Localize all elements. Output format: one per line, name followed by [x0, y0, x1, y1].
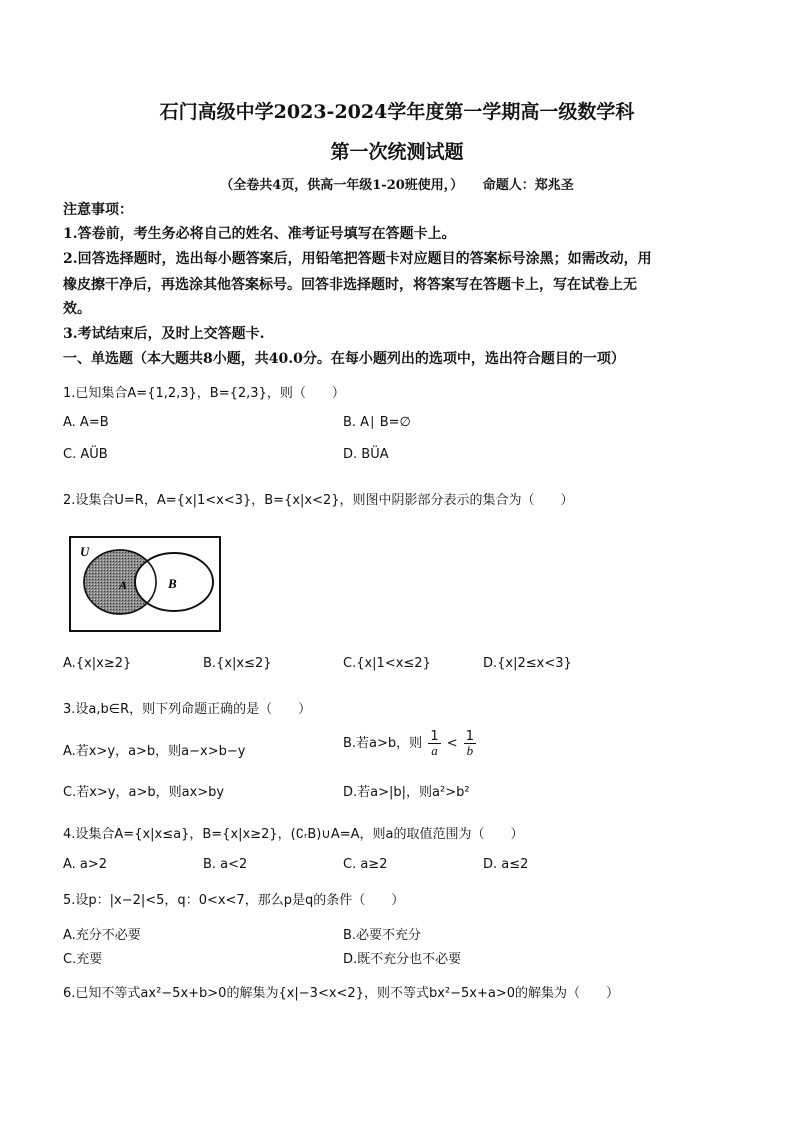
fraction-denominator: a	[431, 743, 438, 758]
q1-option-d: D. BÜA	[343, 447, 389, 462]
q3-option-a: A.若x>y，a>b，则a−x>b−y	[63, 744, 246, 759]
q4-option-d: D. a≤2	[483, 857, 529, 872]
q3-option-c: C.若x>y，a>b，则ax>by	[63, 785, 225, 800]
q2-option-b: B.{x|x≤2}	[203, 656, 272, 671]
q2-option-a: A.{x|x≥2}	[63, 656, 132, 671]
question-4-stem: 4.设集合A={x|x≤a}，B={x|x≥2}，(∁ᵣB)∪A=A，则a的取值范围为（ ）	[63, 827, 524, 842]
question-2-stem: 2.设集合U=R，A={x|1<x<3}，B={x|x<2}，则图中阴影部分表示的集合为（ ）	[63, 493, 574, 508]
fraction-numerator: 1	[430, 729, 439, 744]
question-5-stem: 5.设p：|x−2|<5，q：0<x<7，那么p是q的条件（ ）	[63, 893, 405, 908]
exam-subtitle: 第一次统测试题	[330, 141, 464, 163]
q4-option-c: C. a≥2	[343, 857, 388, 872]
question-6-stem: 6.已知不等式ax²−5x+b>0的解集为{x|−3<x<2}，则不等式bx²−5x+a>0的解集为（ ）	[63, 986, 620, 1001]
venn-label-b: B	[168, 576, 177, 591]
question-1-stem: 1.已知集合A={1,2,3}，B={2,3}，则（ ）	[63, 386, 345, 401]
fraction-denominator: b	[466, 743, 474, 758]
venn-label-u: U	[80, 544, 90, 559]
note-item: 2.回答选择题时，选出每小题答案后，用铅笔把答题卡对应题目的答案标号涂黑；如需改动，用	[63, 251, 652, 267]
q2-option-c: C.{x|1<x≤2}	[343, 656, 431, 671]
q5-option-d: D.既不充分也不必要	[343, 952, 462, 967]
q1-option-a: A. A=B	[63, 415, 109, 430]
venn-diagram	[68, 534, 223, 634]
fraction-numerator: 1	[465, 729, 475, 744]
q1-option-b: B. A∣ B=∅	[343, 415, 411, 430]
section-heading: 一、单选题（本大题共8小题，共40.0分。在每小题列出的选项中，选出符合题目的一项）	[63, 351, 625, 367]
q3-option-b-text: B.若a>b，则	[343, 736, 423, 751]
fraction-1-over-b	[464, 730, 476, 757]
q5-option-a: A.充分不必要	[63, 928, 141, 943]
q2-option-d: D.{x|2≤x<3}	[483, 656, 572, 671]
exam-info: （全卷共4页，供高一年级1-20班使用，） 命题人：郑兆圣	[220, 178, 574, 193]
fraction-1-over-a	[428, 730, 440, 757]
notes-heading: 注意事项：	[63, 202, 133, 218]
q5-option-b: B.必要不充分	[343, 928, 422, 943]
note-item: 1.答卷前，考生务必将自己的姓名、准考证号填写在答题卡上。	[63, 226, 456, 242]
q3-option-b	[343, 730, 478, 757]
q4-option-a: A. a>2	[63, 857, 108, 872]
venn-label-a: A	[119, 578, 128, 592]
note-item: 3.考试结束后，及时上交答题卡.	[63, 326, 265, 342]
note-item: 橡皮擦干净后，再选涂其他答案标号。回答非选择题时，将答案写在答题卡上，写在试卷上无	[63, 277, 637, 293]
q3-option-d: D.若a>|b|，则a²>b²	[343, 785, 470, 800]
q5-option-c: C.充要	[63, 952, 103, 967]
note-item: 效。	[63, 301, 91, 317]
q1-option-c: C. AÜB	[63, 447, 108, 462]
exam-title: 石门高级中学2023-2024学年度第一学期高一级数学科	[159, 101, 635, 123]
question-3-stem: 3.设a,b∈R，则下列命题正确的是（ ）	[63, 702, 312, 717]
q4-option-b: B. a<2	[203, 857, 248, 872]
less-than-symbol: <	[446, 736, 458, 751]
